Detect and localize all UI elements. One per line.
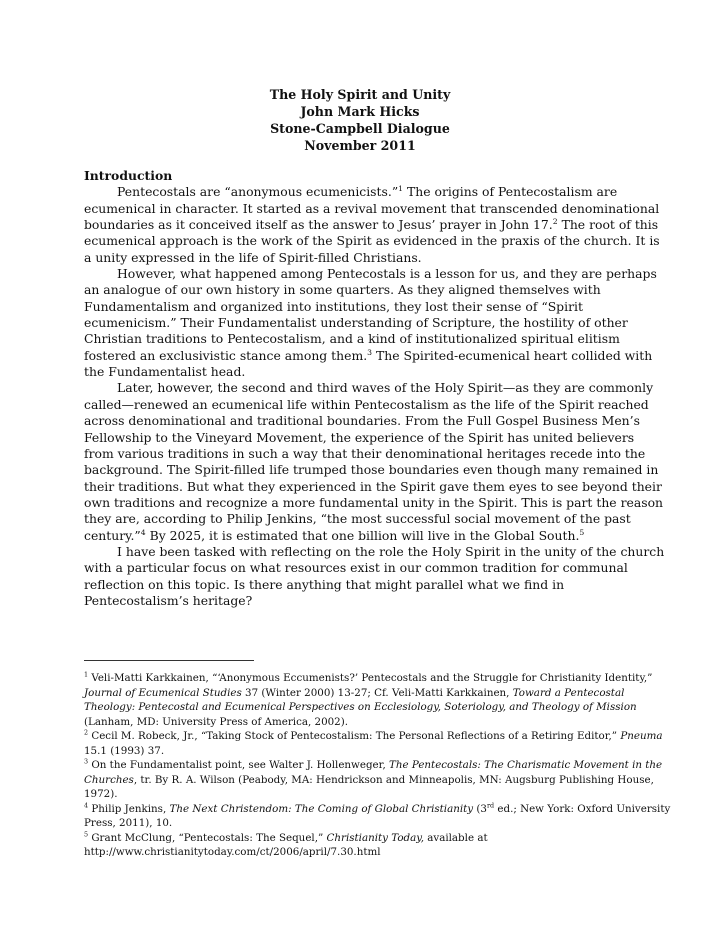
text-line: ecumenicism.” Their Fundamentalist understanding of Scripture, the hostility of other [84, 315, 628, 331]
footnote-divider [84, 660, 254, 661]
document-body [84, 168, 665, 609]
text-line: Later, however, the second and third waves of the Holy Spirit—as they are commonly [117, 380, 654, 396]
italic-title: Churches [84, 773, 134, 786]
footnote-marker: 5 [84, 830, 89, 839]
footnote-marker: 2 [84, 728, 89, 737]
footnote-line: $^5$ Grant McClung, “Pentecostals: The Sequel,” Christianity Today, available at [84, 830, 488, 844]
document-header [0, 86, 720, 154]
footnote-marker: 1 [398, 184, 404, 194]
text-line: Christian traditions to Pentecostalism, and a kind of institutionalized spiritual elitism [84, 331, 620, 347]
text-line: called—renewed an ecumenical life within Pentecostalism as the life of the Spirit reached [84, 396, 649, 412]
footnote [84, 728, 663, 758]
footnote [84, 670, 653, 729]
text-line: across denominational and traditional boundaries. From the Full Gospel Business Men’s [84, 413, 640, 429]
footnote-marker: rd [486, 801, 495, 810]
footnote-marker: 3 [84, 757, 89, 766]
text-line: Fundamentalism and organized into institutions, they lost their sense of “Spirit [84, 298, 583, 314]
section-heading: Introduction [84, 168, 173, 183]
text-line: the Fundamentalist head. [84, 364, 246, 380]
italic-title: The Next Christendom: The Coming of Global Christianity [169, 802, 474, 815]
paragraph [84, 266, 657, 380]
text-line: an analogue of our own history in some quarters. As they aligned themselves with [84, 282, 601, 298]
footnote-line: http://www.christianitytoday.com/ct/2006/april/7.30.html [84, 846, 381, 858]
footnotes [84, 670, 671, 860]
paragraph [84, 543, 665, 609]
text-line: Pentecostalism’s heritage? [84, 592, 253, 608]
italic-title: Toward a Pentecostal [512, 686, 625, 699]
text-line: fostered an exclusivistic stance among them.$^3$ The Spirited-ecumenical heart collided with [84, 347, 653, 363]
footnote-marker: 2 [552, 216, 558, 226]
text-line: own traditions and recognize a more fundamental unity in the Spirit. This is part the reason [84, 494, 664, 510]
italic-title: The Pentecostals: The Charismatic Movement in the [389, 759, 663, 771]
text-line: I have been tasked with reflecting on the role the Holy Spirit in the unity of the church [117, 543, 665, 559]
footnote-marker: 3 [367, 347, 373, 357]
text-line: century.”$^4$ By 2025, it is estimated that one billion will live in the Global South.$^5$ [84, 527, 585, 543]
footnote-line: Journal of Ecumenical Studies 37 (Winter 2000) 13-27; Cf. Veli-Matti Karkkainen, Toward a Pentecostal [84, 686, 625, 699]
footnote-marker: 5 [579, 527, 585, 537]
text-line: a unity expressed in the life of Spirit-filled Christians. [84, 249, 422, 265]
footnote-line [84, 700, 644, 715]
text-line: background. The Spirit-filled life trumped those boundaries even though many remained in [84, 462, 659, 478]
document-title: The Holy Spirit and Unity [269, 87, 451, 102]
text-line: Fellowship to the Vineyard Movement, the experience of the Spirit has united believers [84, 429, 635, 445]
text-line: reflection on this topic. Is there anything that might parallel what we find in [84, 576, 565, 592]
footnote-line: (Lanham, MD: University Press of America, 2002). [84, 715, 349, 728]
italic-title: Christianity Today, [326, 831, 424, 844]
footnote-marker: 1 [84, 670, 89, 679]
footnote-line: 15.1 (1993) 37. [84, 744, 165, 757]
footnote-marker: 4 [84, 801, 89, 810]
document-date: November 2011 [304, 138, 416, 153]
footnote-line: 1972). [84, 788, 118, 800]
paragraph [84, 184, 660, 266]
text-line: they are, according to Philip Jenkins, “the most successful social movement of the past [84, 511, 631, 527]
footnote-line: Churches, tr. By R. A. Wilson (Peabody, MA: Hendrickson and Minneapolis, MN: Augsburg Publishing House, [84, 773, 654, 786]
footnote-marker: 4 [140, 527, 146, 537]
text-line: their traditions. But what they experienced in the Spirit gave them eyes to see beyond their [84, 478, 662, 494]
text-line: However, what happened among Pentecostals is a lesson for us, and they are perhaps [117, 266, 657, 282]
text-line: ecumenical approach is the work of the Spirit as evidenced in the praxis of the church. It is [84, 233, 660, 249]
footnote-line: Press, 2011), 10. [84, 817, 173, 829]
italic-title: Journal of Ecumenical Studies [84, 686, 242, 699]
italic-title: Theology: Pentecostal and Ecumenical Perspectives on Ecclesiology, Soteriology, and Theology of Mission [84, 701, 637, 713]
text-line: Pentecostals are “anonymous ecumenicists.”$^1$ The origins of Pentecostalism are [117, 184, 618, 200]
footnote [84, 801, 671, 831]
document-author: John Mark Hicks [300, 104, 420, 119]
text-line: ecumenical in character. It started as a revival movement that transcended denominational [84, 200, 660, 216]
paragraph [84, 380, 664, 543]
footnote-line: $^4$ Philip Jenkins, The Next Christendom: The Coming of Global Christianity (3rd ed.; New York: Oxford University [84, 801, 671, 815]
italic-title: Pneuma [620, 730, 663, 742]
footnote-line: $^1$ Veli-Matti Karkkainen, “‘Anonymous Eccumenists?’ Pentecostals and the Struggle for Christianity Identity,” [84, 670, 653, 684]
text-line: with a particular focus on what resources exist in our common tradition for communal [84, 560, 628, 576]
footnote-line: $^2$ Cecil M. Robeck, Jr., “Taking Stock of Pentecostalism: The Personal Reflections of a Retiring Editor,” Pneuma [84, 728, 663, 742]
footnote [84, 757, 663, 802]
text-line: boundaries as it conceived itself as the answer to Jesus’ prayer in John 17.$^2$ The root of this [84, 216, 659, 233]
paragraphs [84, 184, 665, 609]
footnote [84, 831, 644, 860]
document-event: Stone-Campbell Dialogue [270, 121, 450, 136]
text-line: from various traditions in such a way that their denominational heritages recede into the [84, 445, 646, 461]
footnote-line: $^3$ On the Fundamentalist point, see Walter J. Hollenweger, The Pentecostals: The Charismatic Movement in the [84, 757, 663, 771]
